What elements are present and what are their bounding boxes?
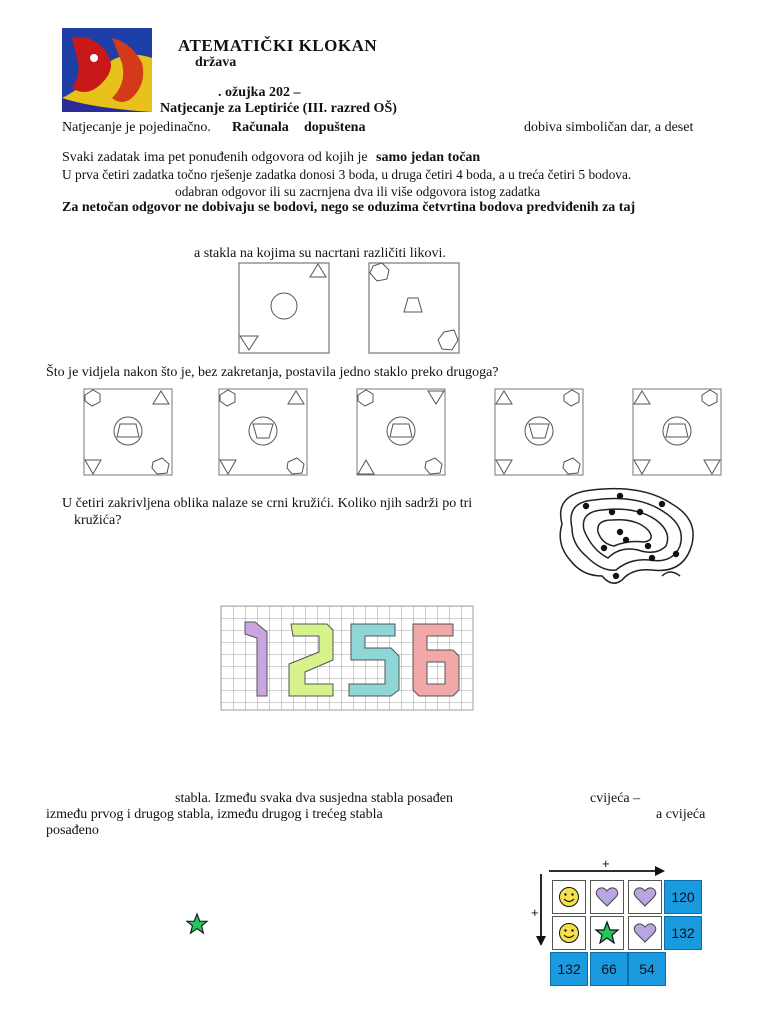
answer-option-d[interactable] xyxy=(494,388,584,476)
digit-6 xyxy=(413,624,459,696)
q4-line-1a: stabla. Između svaka dva susjedna stabla posađen xyxy=(175,791,453,806)
q4-line-1b: cvijeća – xyxy=(590,791,641,806)
rules-line-2a: Svaki zadatak ima pet ponuđenih odgovora od kojih je xyxy=(62,150,368,165)
smiley-icon xyxy=(558,886,580,908)
rules-line-5: Za netočan odgovor ne dobivaju se bodovi, nego se oduzima četvrtina bodova predviđenih za taj xyxy=(62,200,636,215)
answer-option-e[interactable] xyxy=(632,388,722,476)
answer-option-b[interactable] xyxy=(218,388,308,476)
plus-left: + xyxy=(531,905,539,920)
puzzle-cell-heart xyxy=(628,880,662,914)
rules-line-1b: Računala xyxy=(232,120,289,135)
rules-line-2b: samo jedan točan xyxy=(376,150,481,165)
glass-pane-2 xyxy=(368,262,460,354)
q1-question: Što je vidjela nakon što je, bez zakretanja, postavila jedno staklo preko drugoga? xyxy=(46,365,499,380)
q2-line-1: U četiri zakrivljena oblika nalaze se crni kružići. Koliko njih sadrži po tri xyxy=(62,496,473,511)
smiley-icon xyxy=(558,922,580,944)
puzzle-cell-heart xyxy=(628,916,662,950)
puzzle-cell-smiley xyxy=(552,916,586,950)
glass-pane-1 xyxy=(238,262,330,354)
rules-line-1a: Natjecanje je pojedinačno. xyxy=(62,120,211,135)
plus-top: + xyxy=(602,856,610,871)
competition-title: Natjecanje za Leptiriće (III. razred OŠ) xyxy=(160,101,397,116)
answer-option-a[interactable] xyxy=(83,388,173,476)
q2-line-2: kružića? xyxy=(74,513,122,528)
rules-line-4: odabran odgovor ili su zacrnjena dva ili više odgovora istog zadatka xyxy=(175,184,541,199)
col-sum-3: 54 xyxy=(628,952,666,986)
col-sum-1: 132 xyxy=(550,952,588,986)
curved-shapes-figure xyxy=(552,484,702,588)
star-icon xyxy=(186,913,208,935)
heart-icon xyxy=(633,922,657,944)
q4-line-2b: a cvijeća xyxy=(656,807,706,822)
star-icon xyxy=(595,921,619,945)
arrow-down xyxy=(534,874,548,946)
row-sum-1: 120 xyxy=(664,880,702,914)
row-sum-2: 132 xyxy=(664,916,702,950)
puzzle-cell-smiley xyxy=(552,880,586,914)
answer-option-c[interactable] xyxy=(356,388,446,476)
page-title: ATEMATIČKI KLOKAN xyxy=(178,36,378,55)
col-sum-2: 66 xyxy=(590,952,628,986)
heart-icon xyxy=(633,886,657,908)
digits-grid xyxy=(221,606,473,710)
date-line: . ožujka 202 – xyxy=(218,85,301,100)
q4-line-2a: između prvog i drugog stabla, između drugog i trećeg stabla xyxy=(46,807,383,822)
puzzle-cell-heart xyxy=(590,880,624,914)
q4-line-3: posađeno xyxy=(46,823,99,838)
heart-icon xyxy=(595,886,619,908)
rules-line-1c: dopuštena xyxy=(304,120,366,135)
rules-line-1d: dobiva simboličan dar, a deset xyxy=(524,120,694,135)
q1-intro: a stakla na kojima su nacrtani različiti likovi. xyxy=(194,246,446,261)
rules-line-3: U prva četiri zadatka točno rješenje zadatka donosi 3 boda, u druga četiri 4 boda, a u treća četiri 5 bodova. xyxy=(62,167,632,182)
arrow-right xyxy=(549,864,665,878)
puzzle-cell-star xyxy=(590,916,624,950)
state-label: država xyxy=(195,55,237,70)
kangaroo-logo xyxy=(62,28,152,112)
digit-5 xyxy=(349,624,399,696)
